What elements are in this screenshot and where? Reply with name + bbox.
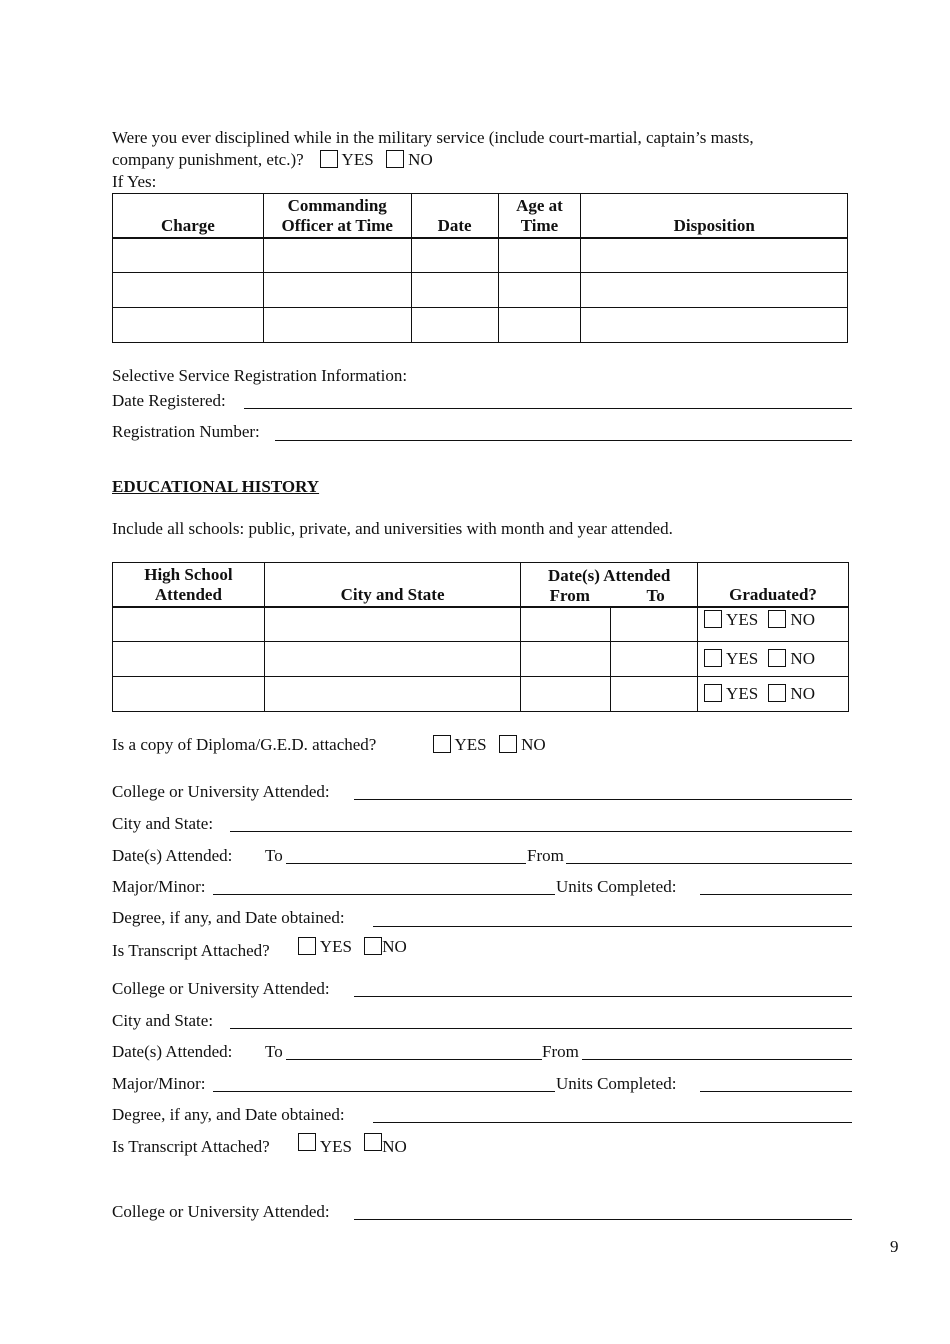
military-question-line2 [112, 150, 433, 170]
col-disposition: Disposition [581, 194, 848, 238]
to-cell[interactable] [611, 677, 698, 712]
charge-cell[interactable] [113, 273, 264, 308]
date-cell[interactable] [411, 238, 498, 273]
age-cell[interactable] [498, 238, 581, 273]
high-school-table [112, 562, 849, 712]
if-yes-label: If Yes: [112, 172, 157, 191]
graduated-yes-checkbox[interactable] [704, 610, 722, 628]
date-registered-label: Date Registered: [112, 391, 226, 410]
table-row [113, 308, 848, 343]
date-registered-field[interactable] [244, 408, 852, 409]
officer-cell[interactable] [263, 273, 411, 308]
col-to: To [646, 585, 665, 605]
college2-units-field[interactable] [700, 1091, 852, 1092]
college2-transcript-no-label: NO [382, 1137, 407, 1156]
college1-major-label: Major/Minor: [112, 877, 206, 896]
graduated-no-checkbox[interactable] [768, 610, 786, 628]
college2-transcript-row [112, 1133, 407, 1156]
col-age: Age at Time [498, 194, 581, 238]
table-row [113, 607, 849, 642]
diploma-yes-checkbox[interactable] [433, 735, 451, 753]
no-label: NO [790, 684, 815, 703]
no-label: NO [790, 609, 815, 629]
college1-units-label: Units Completed: [556, 877, 677, 896]
graduated-no-checkbox[interactable] [768, 684, 786, 702]
col-city-state: City and State [264, 563, 521, 607]
charge-cell[interactable] [113, 238, 264, 273]
yes-label: YES [726, 684, 759, 703]
education-instructions: Include all schools: public, private, and universities with month and year attended. [112, 519, 673, 538]
college2-city-field[interactable] [230, 1028, 852, 1029]
college1-degree-label: Degree, if any, and Date obtained: [112, 908, 345, 927]
military-no-label: NO [408, 150, 433, 169]
city-cell[interactable] [264, 607, 521, 642]
college1-units-field[interactable] [700, 894, 852, 895]
college1-dates-label: Date(s) Attended: [112, 846, 233, 865]
from-cell[interactable] [521, 607, 611, 642]
graduated-cell [698, 642, 849, 677]
college1-to-label: To [265, 846, 283, 865]
college3-attended-field[interactable] [354, 1219, 852, 1220]
date-cell[interactable] [411, 308, 498, 343]
college2-from-field[interactable] [582, 1059, 852, 1060]
age-cell[interactable] [498, 273, 581, 308]
college2-major-field[interactable] [213, 1091, 555, 1092]
college2-degree-field[interactable] [373, 1122, 852, 1123]
charge-cell[interactable] [113, 308, 264, 343]
military-question-line1: Were you ever disciplined while in the military service (include court-martial, captain’s masts, [112, 128, 754, 147]
col-graduated: Graduated? [698, 563, 849, 607]
college2-attended-field[interactable] [354, 996, 852, 997]
graduated-cell [698, 607, 849, 642]
diploma-no-checkbox[interactable] [499, 735, 517, 753]
military-yes-label: YES [341, 150, 374, 169]
to-cell[interactable] [611, 642, 698, 677]
city-cell[interactable] [264, 642, 521, 677]
diploma-question-row [112, 735, 546, 755]
age-cell[interactable] [498, 308, 581, 343]
officer-cell[interactable] [263, 308, 411, 343]
graduated-no-checkbox[interactable] [768, 649, 786, 667]
educational-history-heading: EDUCATIONAL HISTORY [112, 477, 320, 496]
college2-major-label: Major/Minor: [112, 1074, 206, 1093]
military-yes-checkbox[interactable] [320, 150, 338, 168]
college1-transcript-no-label: NO [382, 937, 407, 956]
diploma-question: Is a copy of Diploma/G.E.D. attached? [112, 735, 377, 754]
college2-attended-label: College or University Attended: [112, 979, 330, 998]
college1-city-field[interactable] [230, 831, 852, 832]
registration-number-label: Registration Number: [112, 422, 260, 441]
graduated-yes-checkbox[interactable] [704, 649, 722, 667]
college1-city-label: City and State: [112, 814, 214, 833]
college2-dates-label: Date(s) Attended: [112, 1042, 233, 1061]
col-from: From [549, 585, 590, 605]
college1-major-field[interactable] [213, 894, 555, 895]
college2-units-label: Units Completed: [556, 1074, 677, 1093]
from-cell[interactable] [521, 642, 611, 677]
yes-label: YES [726, 609, 759, 629]
college2-transcript-yes-checkbox[interactable] [298, 1133, 316, 1151]
selective-service-title: Selective Service Registration Information: [112, 366, 408, 385]
to-cell[interactable] [611, 607, 698, 642]
college2-to-field[interactable] [286, 1059, 542, 1060]
col-dates-attended: Date(s) Attended From To [521, 563, 698, 607]
graduated-cell [698, 677, 849, 712]
college1-transcript-no-checkbox[interactable] [364, 937, 382, 955]
col-commanding-officer: Commanding Officer at Time [263, 194, 411, 238]
college1-from-label: From [527, 846, 564, 865]
military-question-text: company punishment, etc.)? [112, 150, 304, 169]
college1-transcript-question: Is Transcript Attached? [112, 941, 270, 960]
city-cell[interactable] [264, 677, 521, 712]
table-row [113, 238, 848, 273]
officer-cell[interactable] [263, 238, 411, 273]
college2-transcript-yes-label: YES [319, 1137, 352, 1156]
registration-number-field[interactable] [275, 440, 852, 441]
college2-to-label: To [265, 1042, 283, 1061]
from-cell[interactable] [521, 677, 611, 712]
col-charge: Charge [113, 194, 264, 238]
col-date: Date [411, 194, 498, 238]
college2-from-label: From [542, 1042, 579, 1061]
college1-attended-label: College or University Attended: [112, 782, 330, 801]
no-label: NO [790, 649, 815, 668]
table-row [113, 642, 849, 677]
disposition-cell[interactable] [581, 238, 848, 273]
military-no-checkbox[interactable] [386, 150, 404, 168]
table-row [113, 677, 849, 712]
college2-transcript-question: Is Transcript Attached? [112, 1137, 270, 1156]
school-cell[interactable] [113, 607, 265, 642]
diploma-yes-label: YES [454, 735, 487, 754]
college1-from-field[interactable] [566, 863, 852, 864]
college1-transcript-yes-label: YES [319, 937, 352, 956]
col-high-school: High School Attended [113, 563, 265, 607]
college2-transcript-no-checkbox[interactable] [364, 1133, 382, 1151]
date-cell[interactable] [411, 273, 498, 308]
disposition-cell[interactable] [581, 308, 848, 343]
discipline-table [112, 193, 848, 343]
college3-attended-label: College or University Attended: [112, 1202, 330, 1221]
college1-attended-field[interactable] [354, 799, 852, 800]
table-row [113, 273, 848, 308]
disposition-cell[interactable] [581, 273, 848, 308]
yes-label: YES [726, 649, 759, 668]
diploma-no-label: NO [521, 735, 546, 754]
college1-transcript-row [112, 937, 407, 960]
school-cell[interactable] [113, 677, 265, 712]
college1-degree-field[interactable] [373, 926, 852, 927]
graduated-yes-checkbox[interactable] [704, 684, 722, 702]
college1-transcript-yes-checkbox[interactable] [298, 937, 316, 955]
college2-city-label: City and State: [112, 1011, 214, 1030]
school-cell[interactable] [113, 642, 265, 677]
college2-degree-label: Degree, if any, and Date obtained: [112, 1105, 345, 1124]
page-number: 9 [890, 1237, 899, 1256]
college1-to-field[interactable] [286, 863, 526, 864]
